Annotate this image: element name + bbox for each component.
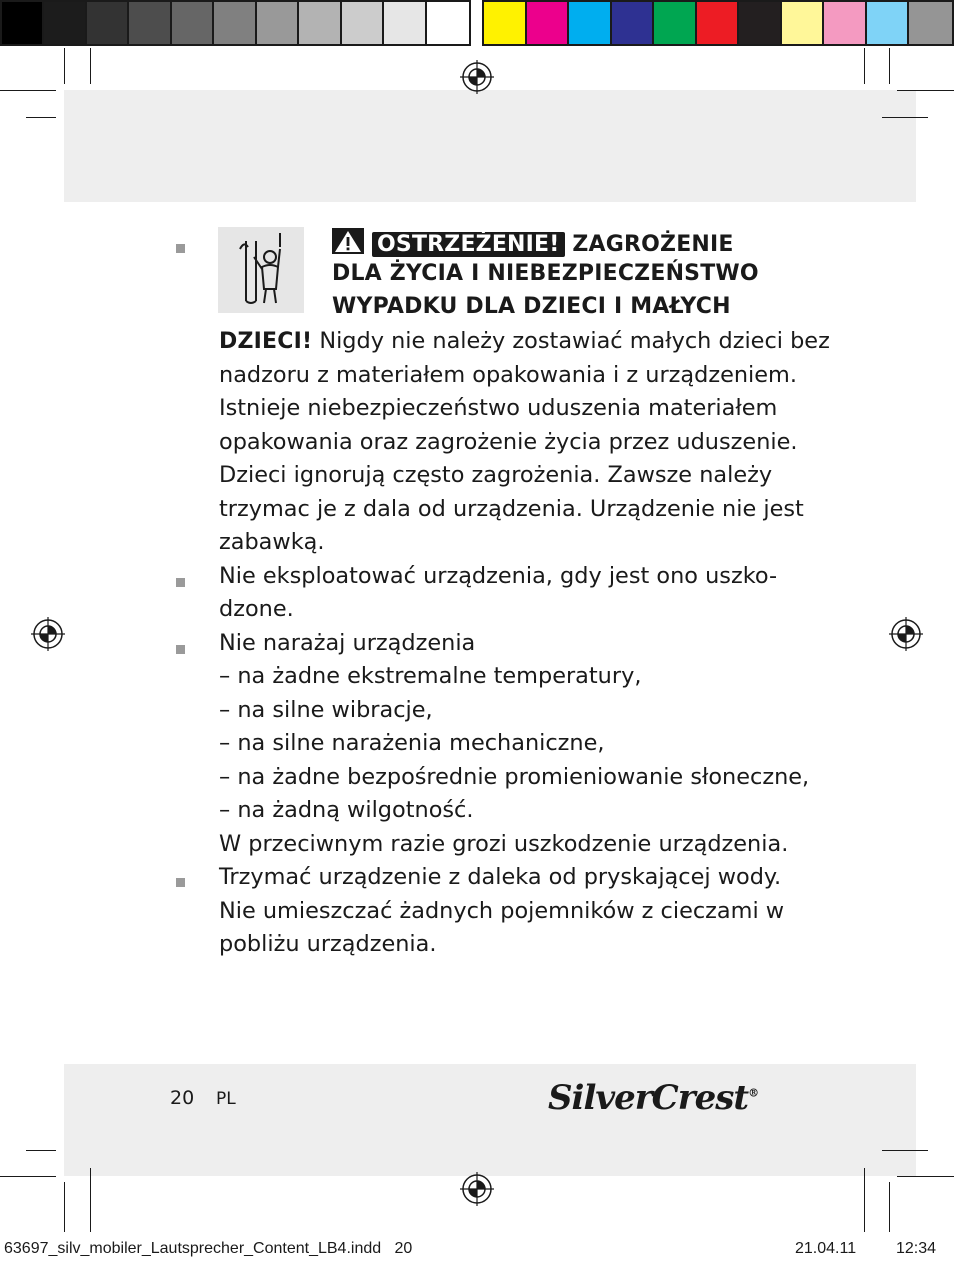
color-swatch: [527, 2, 570, 44]
crop-mark: [0, 90, 56, 91]
crop-mark: [889, 1182, 890, 1232]
warning-triangle-icon: [332, 228, 364, 254]
item3-outro: W przeciwnym razie grozi uszkodzenie urządzenia.: [219, 831, 789, 857]
warning-text-line: Dzieci ignorują często zagrożenia. Zawsze należy: [219, 462, 773, 488]
crop-mark: [882, 1150, 928, 1151]
language-code: PL: [216, 1089, 236, 1109]
slug-filename: 63697_silv_mobiler_Lautsprecher_Content_LB4.indd 20: [4, 1240, 413, 1257]
colorbar-process: [482, 0, 954, 46]
colorbar-grayscale: [0, 0, 471, 46]
color-swatch: [824, 2, 867, 44]
brand-logo-text: SilverCrest: [548, 1078, 749, 1118]
brand-logo: [548, 1078, 758, 1118]
crop-mark: [897, 90, 954, 91]
warning-label: OSTRZEŻENIE!: [372, 232, 565, 257]
color-swatch: [782, 2, 825, 44]
crop-mark: [889, 48, 890, 84]
bullet-square-icon: [176, 645, 185, 654]
child-safety-icon: [218, 227, 304, 313]
warning-text-line: Istnieje niebezpieczeństwo uduszenia materiałem: [219, 395, 778, 421]
crop-mark: [26, 1150, 56, 1151]
item2-text: Nie eksploatować urządzenia, gdy jest ono uszko-: [219, 563, 778, 589]
registration-mark-icon: [31, 617, 65, 651]
brand-logo-mark: ®: [748, 1086, 759, 1100]
color-swatch: [484, 2, 527, 44]
color-swatch: [612, 2, 655, 44]
crop-mark: [864, 1168, 865, 1232]
color-swatch: [257, 2, 299, 44]
warning-heading-text: ZAGROŻENIE: [572, 232, 734, 257]
warning-text-line: trzymac je z dala od urządzenia. Urządzenie nie jest: [219, 496, 804, 522]
warning-text-line: [219, 328, 830, 354]
bullet-square-icon: [176, 244, 185, 253]
warning-text-first: Nigdy nie należy zostawiać małych dzieci bez: [312, 328, 830, 354]
crop-mark: [64, 1182, 65, 1232]
footer-band: [64, 1064, 916, 1176]
item4-text: pobliżu urządzenia.: [219, 931, 437, 957]
warning-text-line: zabawką.: [219, 529, 325, 555]
color-swatch: [867, 2, 910, 44]
color-swatch: [172, 2, 214, 44]
item3-dash: – na silne narażenia mechaniczne,: [219, 730, 605, 756]
item4-text: Nie umieszczać żadnych pojemników z cieczami w: [219, 898, 785, 924]
bullet-square-icon: [176, 878, 185, 887]
crop-mark: [90, 48, 91, 84]
item3-intro: Nie narażaj urządzenia: [219, 630, 476, 656]
color-swatch: [342, 2, 384, 44]
color-swatch: [909, 2, 952, 44]
crop-mark: [0, 1176, 56, 1177]
color-swatch: [654, 2, 697, 44]
color-swatch: [299, 2, 341, 44]
color-swatch: [384, 2, 426, 44]
header-band: [64, 90, 916, 202]
crop-mark: [64, 48, 65, 84]
item2-text: dzone.: [219, 596, 294, 622]
warning-heading-line1: [332, 228, 734, 257]
bullet-square-icon: [176, 578, 185, 587]
crop-mark: [897, 1176, 954, 1177]
item3-dash: – na żadne ekstremalne temperatury,: [219, 663, 642, 689]
color-swatch: [739, 2, 782, 44]
warning-heading-line3: WYPADKU DLA DZIECI I MAŁYCH: [332, 294, 731, 319]
item4-text: Trzymać urządzenie z daleka od pryskającej wody.: [219, 864, 782, 890]
color-swatch: [44, 2, 86, 44]
warning-heading-line2: DLA ŻYCIA I NIEBEZPIECZEŃSTWO: [332, 261, 759, 286]
item3-dash: – na żadną wilgotność.: [219, 797, 474, 823]
warning-heading-end: DZIECI!: [219, 329, 313, 354]
color-swatch: [697, 2, 740, 44]
registration-mark-icon: [460, 1172, 494, 1206]
registration-mark-icon: [889, 617, 923, 651]
warning-text-line: opakowania oraz zagrożenie życia przez uduszenie.: [219, 429, 798, 455]
color-swatch: [427, 2, 469, 44]
color-swatch: [214, 2, 256, 44]
warning-text-line: nadzoru z materiałem opakowania i z urządzeniem.: [219, 362, 797, 388]
crop-mark: [882, 117, 928, 118]
color-swatch: [569, 2, 612, 44]
item3-dash: – na silne wibracje,: [219, 697, 433, 723]
item3-dash: – na żadne bezpośrednie promieniowanie słoneczne,: [219, 764, 810, 790]
color-swatch: [2, 2, 44, 44]
crop-mark: [90, 1168, 91, 1232]
page-number: 20: [170, 1087, 195, 1109]
slug-time: 12:34: [896, 1240, 937, 1257]
registration-mark-icon: [460, 60, 494, 94]
color-swatch: [87, 2, 129, 44]
crop-mark: [864, 48, 865, 84]
color-swatch: [129, 2, 171, 44]
crop-mark: [26, 117, 56, 118]
slug-date: 21.04.11: [795, 1240, 857, 1257]
